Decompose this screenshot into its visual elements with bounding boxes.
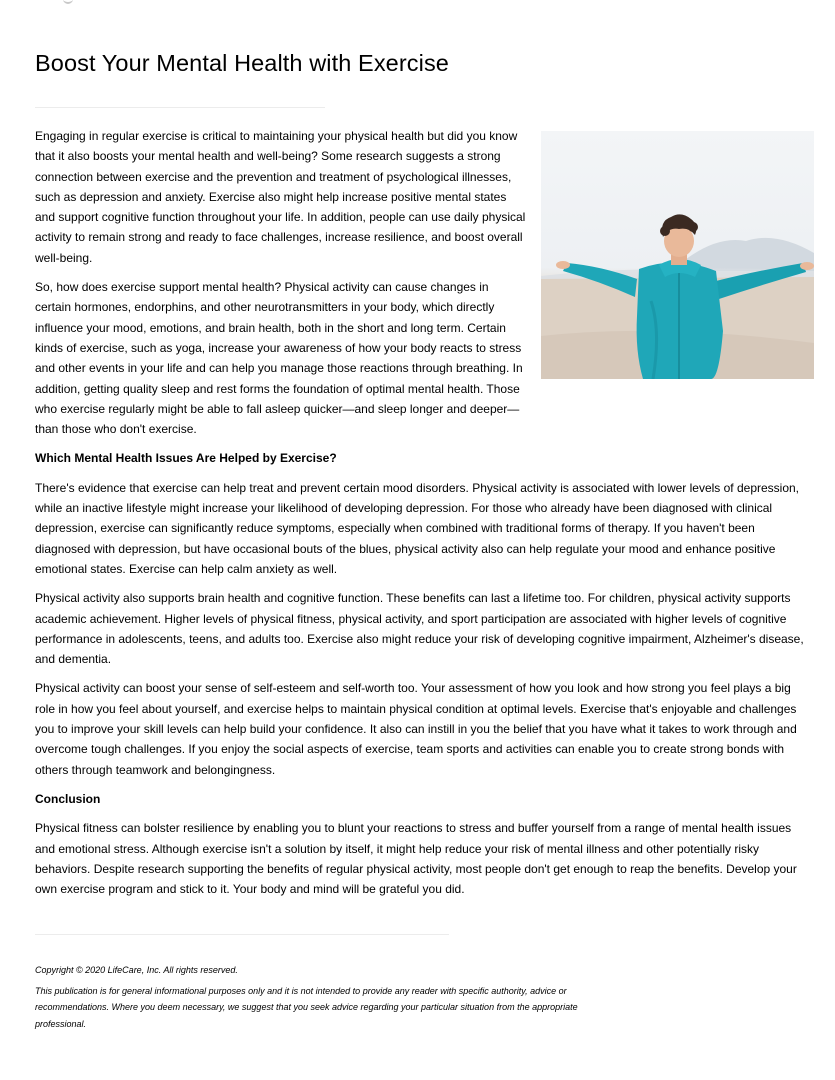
article-body — [35, 126, 812, 908]
title-divider — [35, 107, 325, 108]
copyright-notice: Copyright © 2020 LifeCare, Inc. All rights reserved. — [35, 965, 238, 975]
subheading-conclusion: Conclusion — [35, 791, 101, 806]
paragraph-how-exercise-supports: So, how does exercise support mental health? Physical activity can cause changes in certain hormones, endorphins, and other neurotransmitters in your body, which directly influence your mood, emotions, and brain health, both in the short and long term. Certain kinds of exercise, such as yoga, increase your awareness of how your body reacts to stress and other events in your life and can help you manage those reactions through breathing. In addition, getting quality sleep and rest forms the foundation of optimal mental health. Those who exercise regularly might be able to fall asleep quicker—and sleep longer and deeper—than those who don't exercise. — [35, 280, 523, 437]
disclaimer-text: This publication is for general informational purposes only and it is not intended to provide any reader with specific authority, advice or recommendations. Where you deem necessary, we suggest that you seek advice regarding your particular situation from the appropriate professional. — [35, 985, 578, 1029]
hero-image — [541, 131, 814, 379]
page-title: Boost Your Mental Health with Exercise — [35, 50, 449, 76]
footer-divider — [35, 934, 449, 935]
paragraph-self-esteem: Physical activity can boost your sense of self-esteem and self-worth too. Your assessment of how you look and how strong you feel plays a big role in how you feel about yourself, and exercise helps to maintain physical condition at optimal levels. Exercise that's enjoyable and challenges you to improve your skill levels can help build your confidence. It also can instill in you the belief that you have what it takes to work through and overcome tough challenges. If you enjoy the social aspects of exercise, team sports and activities can enable you to create strong bonds with others through teamwork and belongingness. — [35, 681, 797, 777]
paragraph-brain-health: Physical activity also supports brain health and cognitive function. These benefits can last a lifetime too. For children, physical activity supports academic achievement. Higher levels of physical fitness, physical activity, and sport participation are associated with higher levels of cognitive performance in adolescents, teens, and adults too. Exercise also might reduce your risk of developing cognitive impairment, Alzheimer's disease, and dementia. — [35, 591, 804, 667]
subheading-mental-health-issues: Which Mental Health Issues Are Helped by Exercise? — [35, 451, 337, 466]
paragraph-intro: Engaging in regular exercise is critical to maintaining your physical health but did you know that it also boosts your mental health and well-being? Some research suggests a strong connection between exercise and the prevention and treatment of psychological illnesses, such as depression and anxiety. Exercise also might help increase positive mental states and support cognitive function throughout your life. In addition, people can use daily physical activity to remain strong and ready to face challenges, increase resilience, and boost overall well-being. — [35, 129, 526, 265]
person-outstretched-arms-illustration — [541, 131, 814, 379]
logo-fragment — [63, 0, 73, 4]
paragraph-mood-disorders: There's evidence that exercise can help treat and prevent certain mood disorders. Physical activity is associated with lower levels of depression, while an inactive lifestyle might increase your likelihood of developing depression. For those who already have been diagnosed with clinical depression, exercise can significantly reduce symptoms, especially when combined with traditional forms of therapy. If you haven't been diagnosed with depression, but have occasional bouts of the blues, physical activity also can help regulate your mood and enhance positive emotional states. Exercise can help calm anxiety as well. — [35, 480, 800, 576]
footer — [35, 962, 615, 1036]
paragraph-conclusion: Physical fitness can bolster resilience by enabling you to blunt your reactions to stress and buffer yourself from a range of mental health issues and emotional stress. Although exercise isn't a solution by itself, it might help reduce your risk of mental illness and other potentially risky behaviors. Despite research supporting the benefits of regular physical activity, most people don't get enough to reap the benefits. Develop your own exercise program and stick to it. Your body and mind will be grateful you did. — [35, 821, 797, 897]
intro-section — [35, 126, 527, 439]
